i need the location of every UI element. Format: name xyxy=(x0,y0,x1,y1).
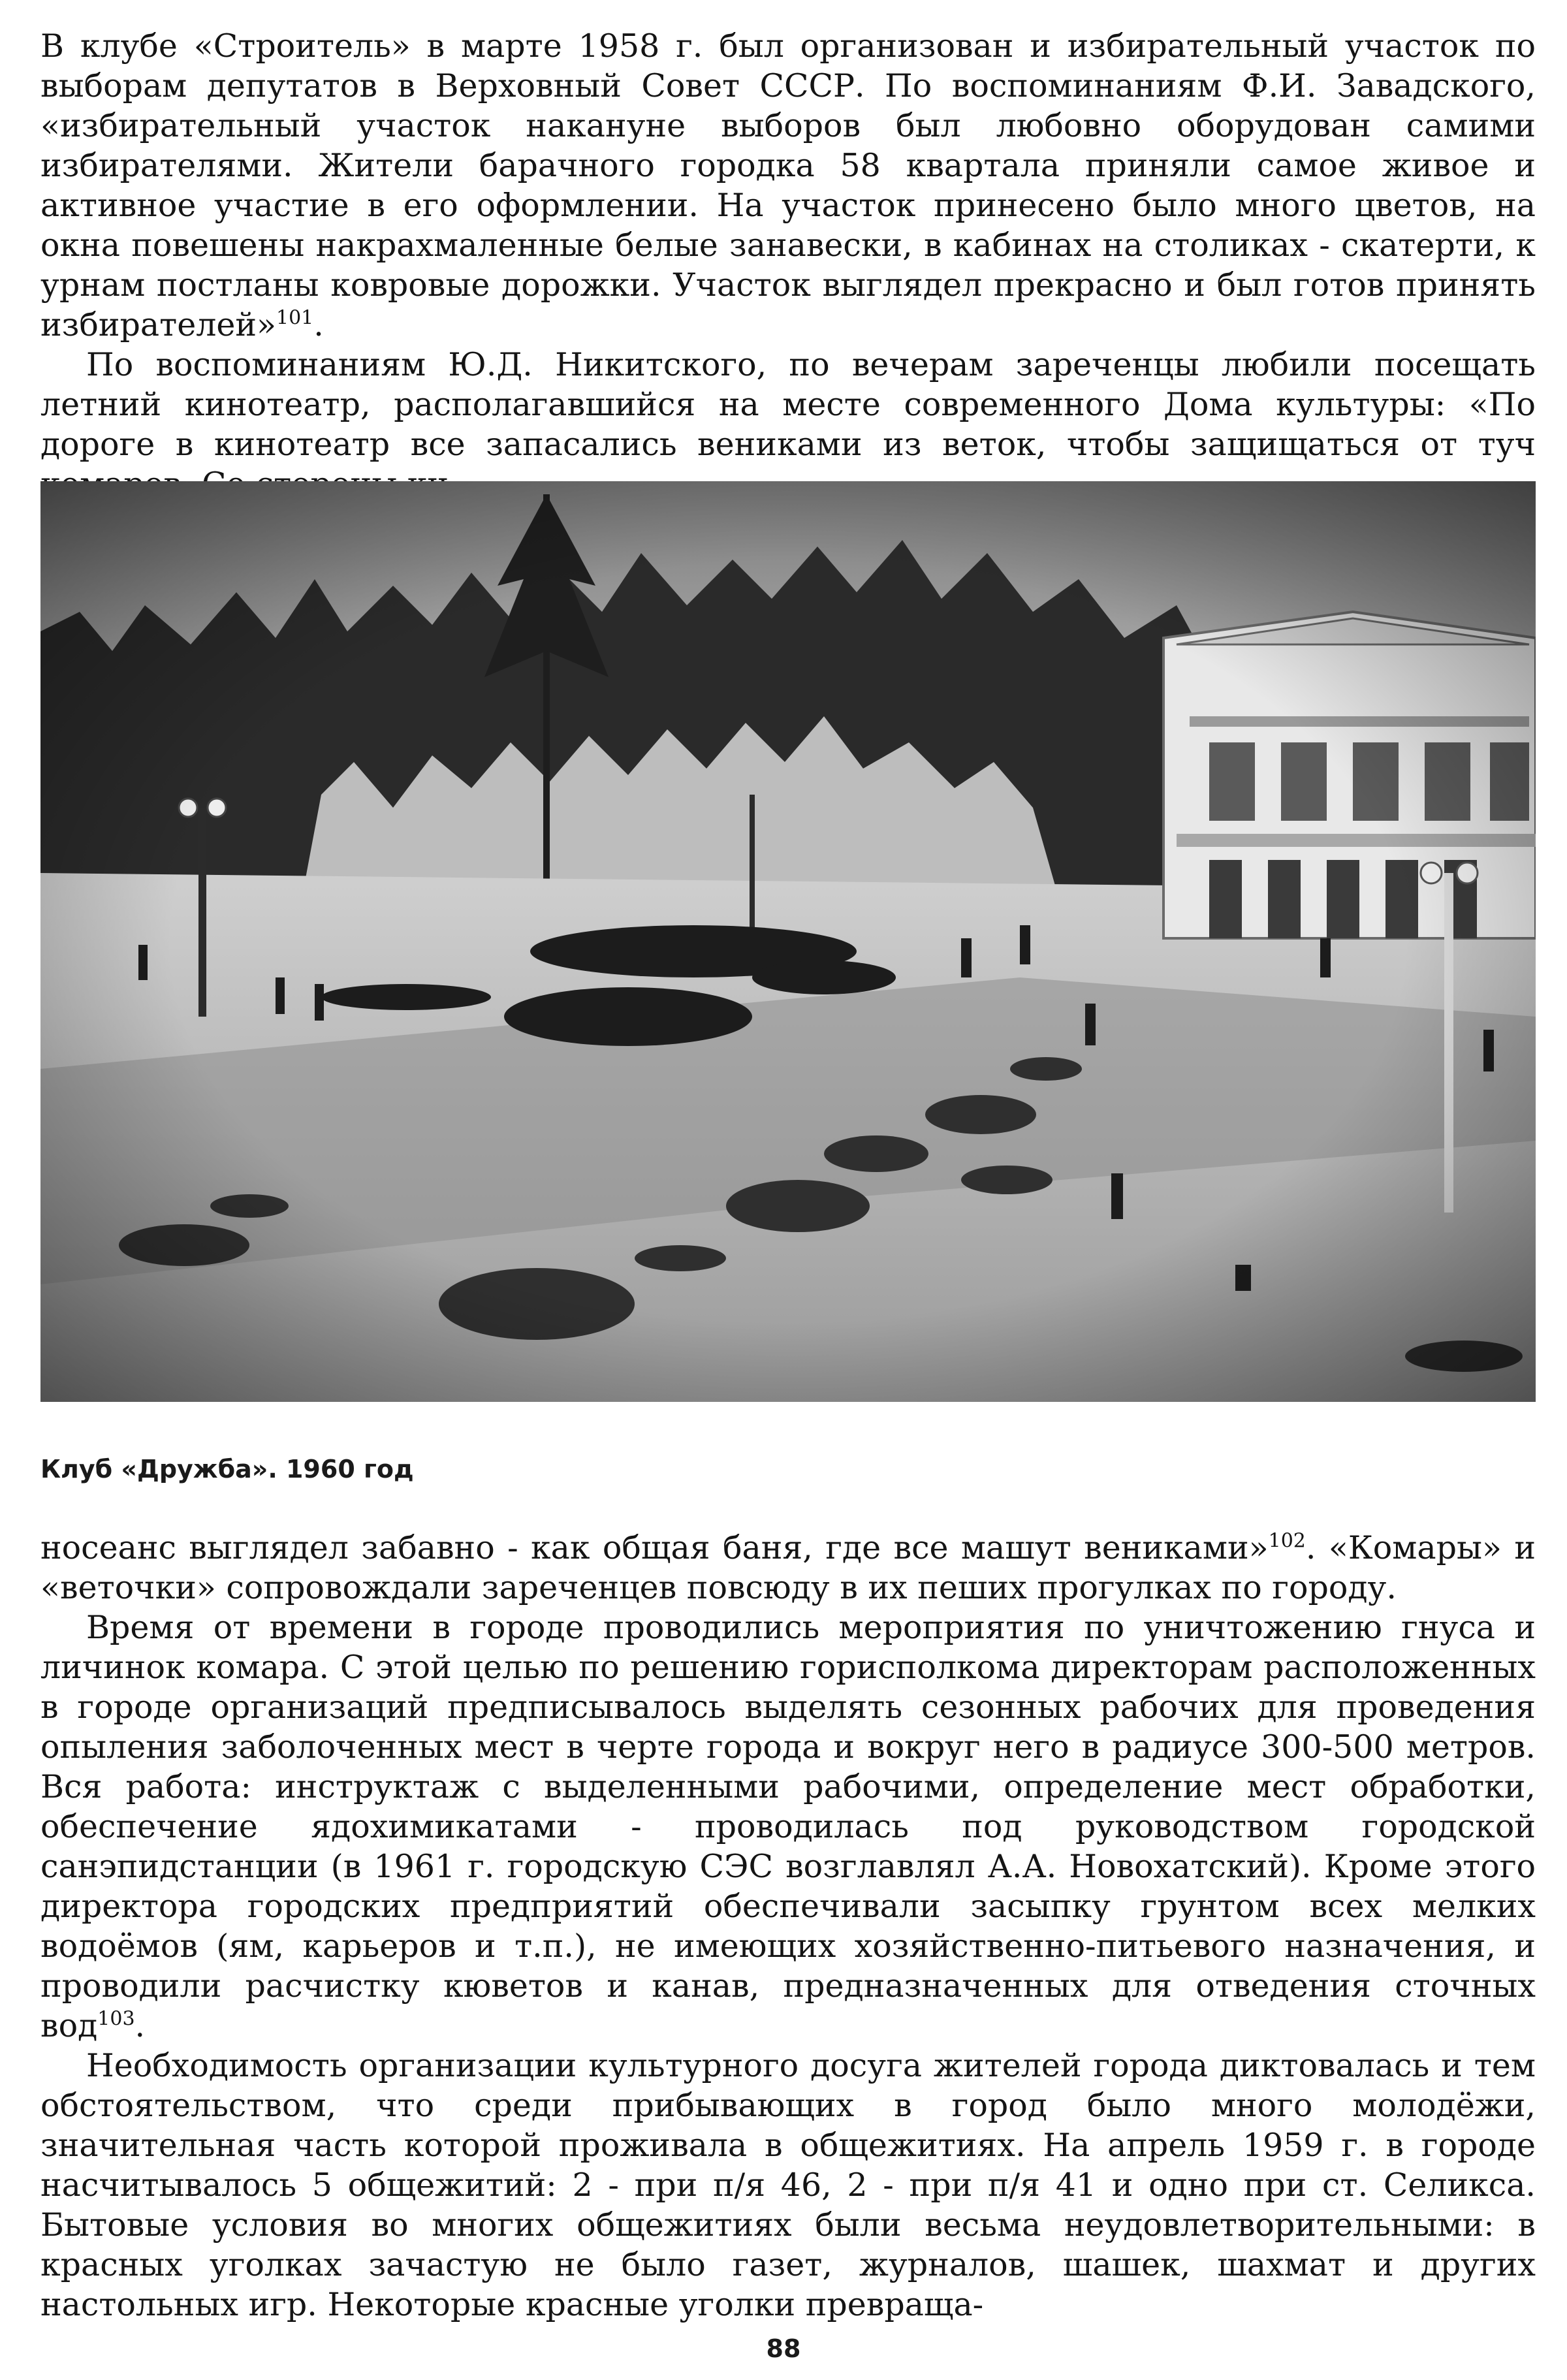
page-number: 88 xyxy=(766,2334,801,2363)
top-text-block xyxy=(40,26,1536,504)
paragraph-tail: . «Комары» и «веточки» сопровождали зареченцев повсюду в их пеших прогулках по городу. xyxy=(40,1529,1536,1606)
paragraph-election-precinct xyxy=(40,26,1536,345)
paragraph-text: носеанс выглядел забавно - как общая баня, где все машут вениками» xyxy=(40,1529,1269,1566)
paragraph-text: В клубе «Строитель» в марте 1958 г. был организован и избирательный участок по выборам депутатов в Верховный Совет СССР. По воспоминаниям Ф.И. Завадского, «избирательный участок накануне выборов был любовно оборудован самими избирателями. Жители барачного городка 58 квартала приняли самое живое и активное участие в его оформлении. На участок принесено было много цветов, на окна повешены накрахмаленные белые занавески, в кабинах на столиках - скатерти, к урнам постланы ковровые дорожки. Участок выглядел прекрасно и был готов принять избирателей» xyxy=(40,27,1536,343)
bottom-text-block xyxy=(40,1528,1536,2324)
paragraph-cinema-continued xyxy=(40,1528,1536,1608)
paragraph-text: По воспоминаниям Ю.Д. Никитского, по вечерам зареченцы любили посещать летний кинотеатр, располагавшийся на месте современного Дома культуры: «По дороге в кинотеатр все запасались вениками из веток, чтобы защищаться от туч xyxy=(40,346,1536,463)
paragraph-tail: . xyxy=(135,2007,146,2044)
club-druzhba-photo xyxy=(40,481,1536,1402)
paragraph-mosquito-control xyxy=(40,1608,1536,2046)
footnote-ref-103: 103 xyxy=(97,2007,135,2031)
paragraph-tail: . xyxy=(313,306,324,343)
paragraph-text: Необходимость организации культурного досуга жителей города диктовалась и тем обстоятельством, что среди прибывающих в город было много молодёжи, значительная часть которой проживала в общежитиях. На апрель 1959 г. в городе насчитывалось 5 общежитий: 2 - при п/я 46, 2 - при п/я 41 и одно при ст. Селикса. Бытовые условия во многих общежитиях были весьма неудовлетворительными: в красных уголках зачастую не было газет, журналов, шашек, шахмат и других настольных игр. Некоторые красные уголки превраща- xyxy=(40,2047,1536,2323)
paragraph-dormitories xyxy=(40,2046,1536,2324)
figure-caption: Клуб «Дружба». 1960 год xyxy=(40,1455,414,1484)
paragraph-text: Время от времени в городе проводились мероприятия по уничтожению гнуса и личинок комара. С этой целью по решению горисполкома директорам расположенных в городе организаций предписывалось выделять сезонных рабочих для проведения опыления заболоченных мест в черте города и вокруг него в радиусе 300-500 метров. Вся работа: инструктаж с выделенными рабочими, определение мест обработки, обеспечение ядохимикатами - проводилась под руководством городской санэпидстанции (в 1961 г. городскую СЭС возглавлял А.А. Новохатский). Кроме этого директора городских предприятий обеспечивали засыпку грунтом всех мелких водоёмов (ям, карьеров и т.п.), не имеющих хозяйственно-питьевого назначения, и проводили расчистку кюветов и канав, предназначенных для отведения сточных вод xyxy=(40,1609,1536,2044)
footnote-ref-102: 102 xyxy=(1268,1529,1306,1553)
paragraph-summer-cinema xyxy=(40,345,1536,504)
footnote-ref-101: 101 xyxy=(276,306,314,330)
